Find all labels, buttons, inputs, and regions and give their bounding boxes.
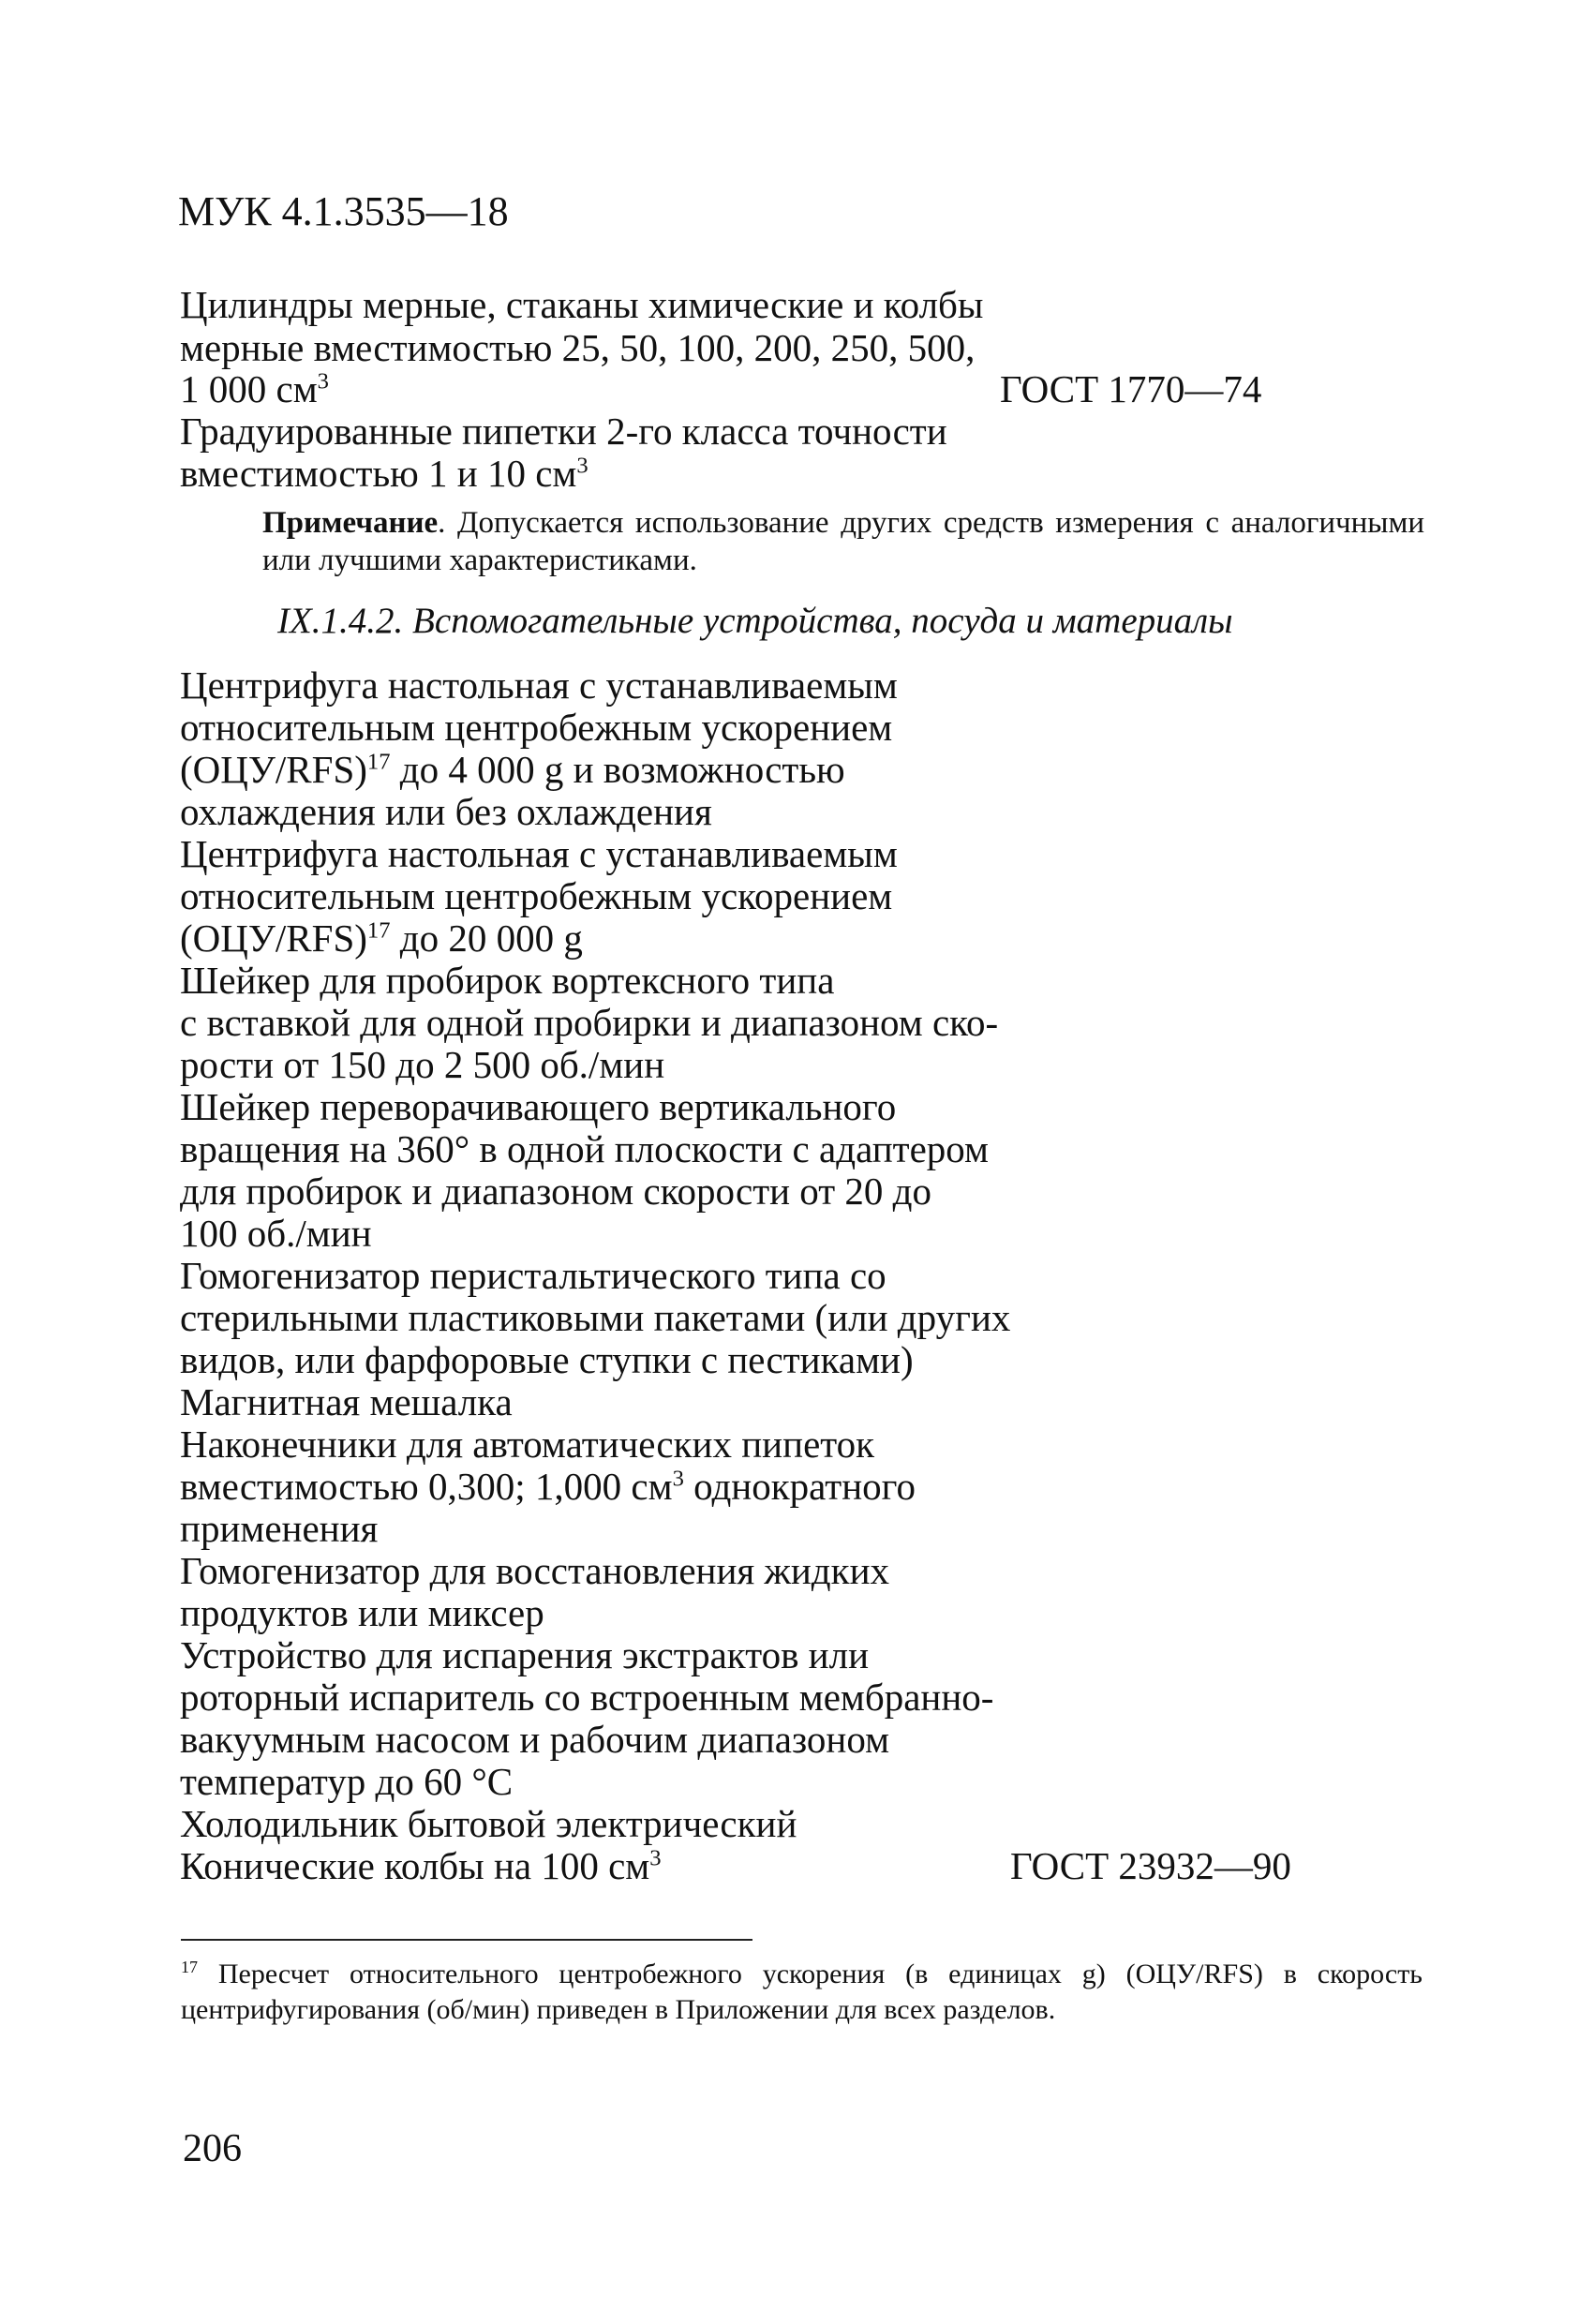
list-line: стерильными пластиковыми пакетами (или других xyxy=(180,1296,1011,1339)
list-line: Шейкер для пробирок вортексного типа xyxy=(180,959,835,1002)
list-line: Центрифуга настольная с устанавливаемым xyxy=(180,832,898,875)
document-code-header: МУК 4.1.3535—18 xyxy=(178,188,509,234)
list-line: рости от 150 до 2 500 об./мин xyxy=(180,1043,665,1086)
note-label: Примечание xyxy=(262,506,439,540)
note-paragraph xyxy=(262,504,1424,579)
list-line: Устройство для испарения экстрактов или xyxy=(180,1633,870,1676)
list-line: 100 об./мин xyxy=(180,1212,372,1255)
list-line: для пробирок и диапазоном скорости от 20 до xyxy=(180,1169,932,1213)
list-line: Магнитная мешалка xyxy=(180,1380,513,1423)
list-line: $(ОЦУ/RFS)^{17}$ до 20 000 g xyxy=(180,916,583,960)
instrument-line: 1 000 $см^3$ xyxy=(180,367,329,410)
list-line: вращения на 360° в одной плоскости с адаптером xyxy=(180,1127,989,1170)
instrument-line: Градуированные пипетки 2-го класса точности xyxy=(180,410,947,453)
list-line: продуктов или миксер xyxy=(180,1591,544,1634)
footnote xyxy=(181,1957,1423,2028)
list-line: Центрифуга настольная с устанавливаемым xyxy=(180,663,898,707)
list-line: видов, или фарфоровые ступки с пестиками) xyxy=(180,1338,914,1381)
section-subheading: IX.1.4.2. Вспомогательные устройства, посуда и материалы xyxy=(277,601,1233,641)
list-line: применения xyxy=(180,1507,379,1550)
footnote-ref: 17 xyxy=(366,749,391,775)
list-line: Холодильник бытовой электрический xyxy=(180,1802,797,1845)
list-line: относительным центробежным ускорением xyxy=(180,706,893,749)
list-line: вакуумным насосом и рабочим диапазоном xyxy=(180,1718,890,1761)
list-line: роторный испаритель со встроенным мембранно- xyxy=(180,1676,994,1719)
gost-reference: ГОСТ 23932—90 xyxy=(1010,1844,1291,1887)
instrument-line: Цилиндры мерные, стаканы химические и колбы xyxy=(180,283,984,326)
instrument-line: вместимостью 1 и 10 $см^3$ xyxy=(180,452,588,495)
list-line: Наконечники для автоматических пипеток xyxy=(180,1423,875,1466)
list-line: Конические колбы на 100 $см^3$ xyxy=(180,1844,662,1887)
list-line: вместимостью 0,300; 1,000 $см^3$ однократного xyxy=(180,1465,916,1508)
list-line: Гомогенизатор для восстановления жидких xyxy=(180,1549,890,1592)
footnote-text: Пересчет относительного центробежного ускорения (в единицах g) (ОЦУ/RFS) в скорость центрифугирования (об/мин) приведен в Приложении для всех разделов. xyxy=(181,1959,1423,2025)
superscript: 3 xyxy=(672,1466,684,1492)
instrument-line: мерные вместимостью 25, 50, 100, 200, 250, 500, xyxy=(180,326,976,369)
list-line: относительным центробежным ускорением xyxy=(180,874,893,917)
note-text: . Допускается использование других средств измерения с аналогичными или лучшими характеристиками. xyxy=(262,506,1424,577)
superscript: 3 xyxy=(576,453,588,479)
list-line: охлаждения или без охлаждения xyxy=(180,790,712,833)
page-number: 206 xyxy=(183,2127,242,2170)
list-line: $(ОЦУ/RFS)^{17}$ до 4 000 g и возможностью xyxy=(180,748,845,791)
list-line: Гомогенизатор перистальтического типа со xyxy=(180,1254,886,1297)
list-line: с вставкой для одной пробирки и диапазоном ско- xyxy=(180,1001,999,1044)
list-line: температур до 60 °С xyxy=(180,1760,514,1803)
superscript: 3 xyxy=(649,1845,662,1871)
footnote-ref: 17 xyxy=(366,917,391,944)
superscript: 3 xyxy=(317,368,329,395)
footnote-mark: 17 xyxy=(181,1958,198,1976)
list-line: Шейкер переворачивающего вертикального xyxy=(180,1085,897,1128)
gost-reference: ГОСТ 1770—74 xyxy=(1000,367,1262,410)
footnote-divider xyxy=(181,1939,752,1941)
